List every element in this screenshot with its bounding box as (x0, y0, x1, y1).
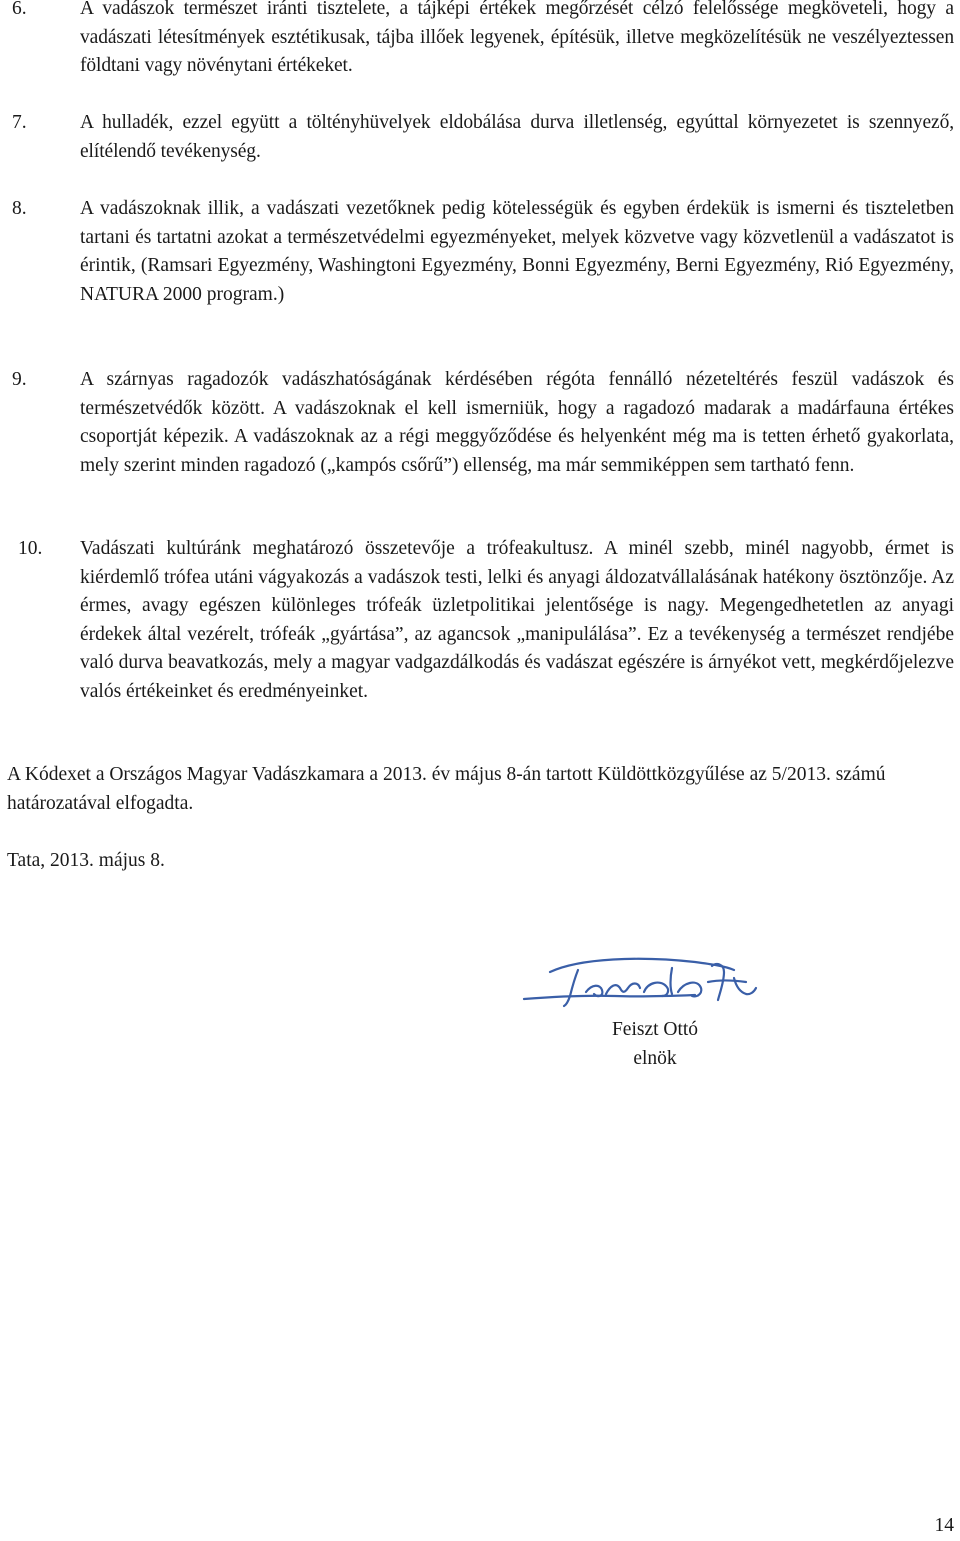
adoption-statement: A Kódexet a Országos Magyar Vadászkamara a 2013. év május 8-án tartott Küldöttközgyűlése az 5/2013. számú határozatával elfogadta. (7, 764, 886, 814)
list-item-7 (12, 109, 954, 166)
list-item-text: Vadászati kultúránk meghatározó összetevője a trófeakultusz. A minél szebb, minél nagyobb, érmet is kiérdemlő trófea utáni vágyakozás a vadászok testi, lelki és anyagi áldozatvállalásának hatékony ösztönzője. Az érmes, avagy egészen különleges trófeák üzletpolitikai jelentősége is nagy. Megengedhetetlen az anyagi érdekek által vezérelt, trófeák „gyártása”, az agancsok „manipulálása”. Ez a tevékenység a természet rendjébe való durva beavatkozás, mely a magyar vadgazdálkodás és vadászat egészére is árnyékot vett, megkérdőjelezve valós értékeinket és eredményeinket. (80, 538, 954, 702)
list-item-number: 8. (12, 198, 27, 219)
list-item-6 (12, 0, 954, 81)
list-item-text: A szárnyas ragadozók vadászhatóságának kérdésében régóta fennálló nézeteltérés feszül vadászok és természetvédők között. A vadászoknak el kell ismerniük, hogy a ragadozó madarak a madárfauna értékes csoportját képezik. A vadászoknak az a régi meggyőződése és helyenként még ma is tetten érhető gyakorlata, mely szerint minden ragadozó („kampós csőrű”) ellenség, ma már semmiképpen sem tartható fenn. (80, 369, 954, 476)
list-item-number: 10. (18, 538, 43, 559)
list-item-number: 7. (12, 112, 27, 133)
place-and-date: Tata, 2013. május 8. (7, 850, 165, 871)
list-item-8 (12, 195, 954, 309)
list-item-number: 6. (12, 0, 27, 19)
list-item-number: 9. (12, 369, 27, 390)
list-item-9 (12, 366, 954, 480)
handwritten-signature (520, 952, 760, 1014)
page-number: 14 (934, 1515, 954, 1536)
list-item-text: A hulladék, ezzel együtt a töltényhüvelyek eldobálása durva illetlenség, egyúttal környezetet is szennyező, elítélendő tevékenység. (80, 112, 954, 162)
list-item-text: A vadászoknak illik, a vadászati vezetőknek pedig kötelességük és egyben érdekük is ismerni és tiszteletben tartani és tartatni azokat a természetvédelmi egyezményeket, melyek közvetve vagy közvetlenül a vadászatot is érintik, (Ramsari Egyezmény, Washingtoni Egyezmény, Bonni Egyezmény, Berni Egyezmény, Rió Egyezmény, NATURA 2000 program.) (80, 198, 954, 305)
signer-title: elnök (633, 1048, 677, 1069)
list-item-text: A vadászok természet iránti tisztelete, a tájképi értékek megőrzését célzó felelőssége megköveteli, hogy a vadászati létesítmények esztétikusak, tájba illőek legyenek, építésük, illetve megközelítésük ne veszélyeztessen földtani vagy növénytani értékeket. (80, 0, 954, 77)
signer-name: Feiszt Ottó (611, 1019, 699, 1040)
list-item-10 (12, 535, 954, 707)
